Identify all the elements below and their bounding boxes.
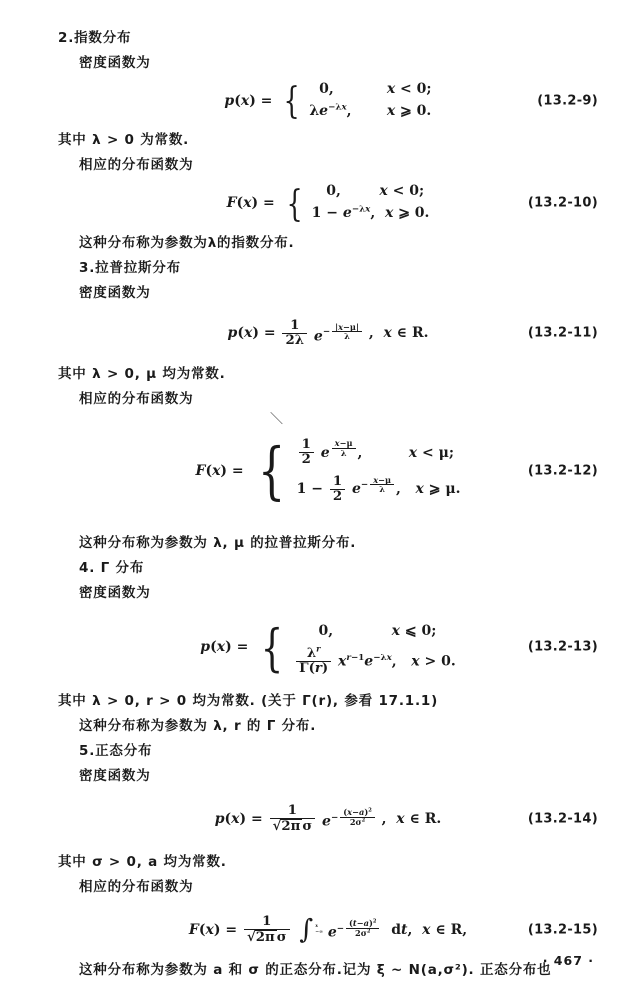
density-label-exponential: 密度函数为 <box>79 55 151 71</box>
equation-body: p(x) = { 0, x ⩽ 0; $\frac{\lambda^r}{\Gamma(r)}$ $x^{r-1}e^{-\lambda x}$, x > 0. <box>200 617 456 677</box>
equation-gamma-density <box>58 617 598 676</box>
left-brace-icon: { <box>283 79 300 123</box>
page-body <box>58 28 598 985</box>
integral-icon: ∫ <box>299 913 314 945</box>
note-laplace: 其中 λ > 0, μ 均为常数. <box>58 365 226 382</box>
equation-body: p(x) = { 0, x < 0; $\lambda e^{-\lambda x}$, x ⩾ 0. <box>224 79 432 123</box>
left-brace-icon: { <box>286 181 303 225</box>
conclusion-normal: 这种分布称为参数为 a 和 σ 的正态分布.记为 ξ ~ N(a,σ²). 正态分布也 <box>79 962 552 979</box>
equation-body: F(x) = $\frac{1}{\text{√2π σ}}$ ∫ x −∞ $e^{- \frac{(t-a)^2}{2\sigma^2}}$ dt, x ∈ R, <box>188 913 468 945</box>
equation-laplace-distribution <box>58 435 598 508</box>
section-heading-laplace: 3.拉普拉斯分布 <box>79 259 181 276</box>
equation-exponential-distribution <box>58 181 598 224</box>
page-number: · 467 · <box>542 953 594 968</box>
equation-normal-density <box>58 804 598 834</box>
equation-tag: (13.2-15) <box>527 922 598 938</box>
density-label-normal: 密度函数为 <box>79 767 151 784</box>
conclusion-laplace: 这种分布称为参数为 λ, μ 的拉普拉斯分布. <box>79 535 357 552</box>
dist-label-normal: 相应的分布函数为 <box>79 878 194 895</box>
note-gamma: 其中 λ > 0, r > 0 均为常数. (关于 Γ(r), 参看 17.1.1) <box>58 692 439 709</box>
equation-body: F(x) = { 0, x < 0; $1 - e^{-\lambda x}$, x ⩾ 0. <box>226 181 430 225</box>
equation-body: F(x) = { $\frac{1}{2}$ e $^{\frac{x-\mu}{\lambda}}$ , x < μ; 1 − $\frac{1}{2}$ $e^{- \frac{x-\mu}{\lambda}}$ , x ⩾ μ. <box>195 435 461 508</box>
note-normal: 其中 σ > 0, a 均为常数. <box>58 853 227 870</box>
conclusion-gamma: 这种分布称为参数为 λ, r 的 Γ 分布. <box>79 717 317 734</box>
equation-tag: (13.2-14) <box>527 811 598 827</box>
density-label-laplace: 密度函数为 <box>79 284 151 301</box>
dist-label-exponential: 相应的分布函数为 <box>79 157 194 174</box>
section-heading-gamma: 4. Γ 分布 <box>79 560 145 577</box>
section-heading-normal: 5.正态分布 <box>79 742 153 759</box>
equation-exponential-density <box>58 79 598 122</box>
section-heading-exponential: 2.指数分布 <box>58 30 132 46</box>
equation-tag: (13.2-12) <box>527 463 598 479</box>
conclusion-exponential: 这种分布称为参数为λ的指数分布. <box>79 234 295 251</box>
equation-laplace-density <box>58 319 598 348</box>
equation-body: p(x) = $\frac{1}{2\lambda}$ $e^{- \frac{|x-\mu|}{\lambda}}$ , x ∈ R. <box>227 317 429 348</box>
equation-tag: (13.2-13) <box>527 639 598 655</box>
equation-tag: (13.2-10) <box>527 195 598 211</box>
equation-tag: (13.2-9) <box>537 93 598 109</box>
stray-mark: ＼ <box>270 411 284 426</box>
note-exponential: 其中 λ > 0 为常数. <box>58 132 190 149</box>
density-label-gamma: 密度函数为 <box>79 585 151 602</box>
equation-normal-distribution <box>58 915 598 945</box>
left-brace-icon: { <box>260 617 284 677</box>
left-brace-icon: { <box>257 435 285 508</box>
equation-tag: (13.2-11) <box>527 325 598 341</box>
dist-label-laplace: 相应的分布函数为 <box>79 390 194 407</box>
equation-body: p(x) = $\frac{1}{\text{√2π σ}}$ $e^{- \frac{(x-a)^2}{2\sigma^2}}$ , x ∈ R. <box>214 802 442 834</box>
